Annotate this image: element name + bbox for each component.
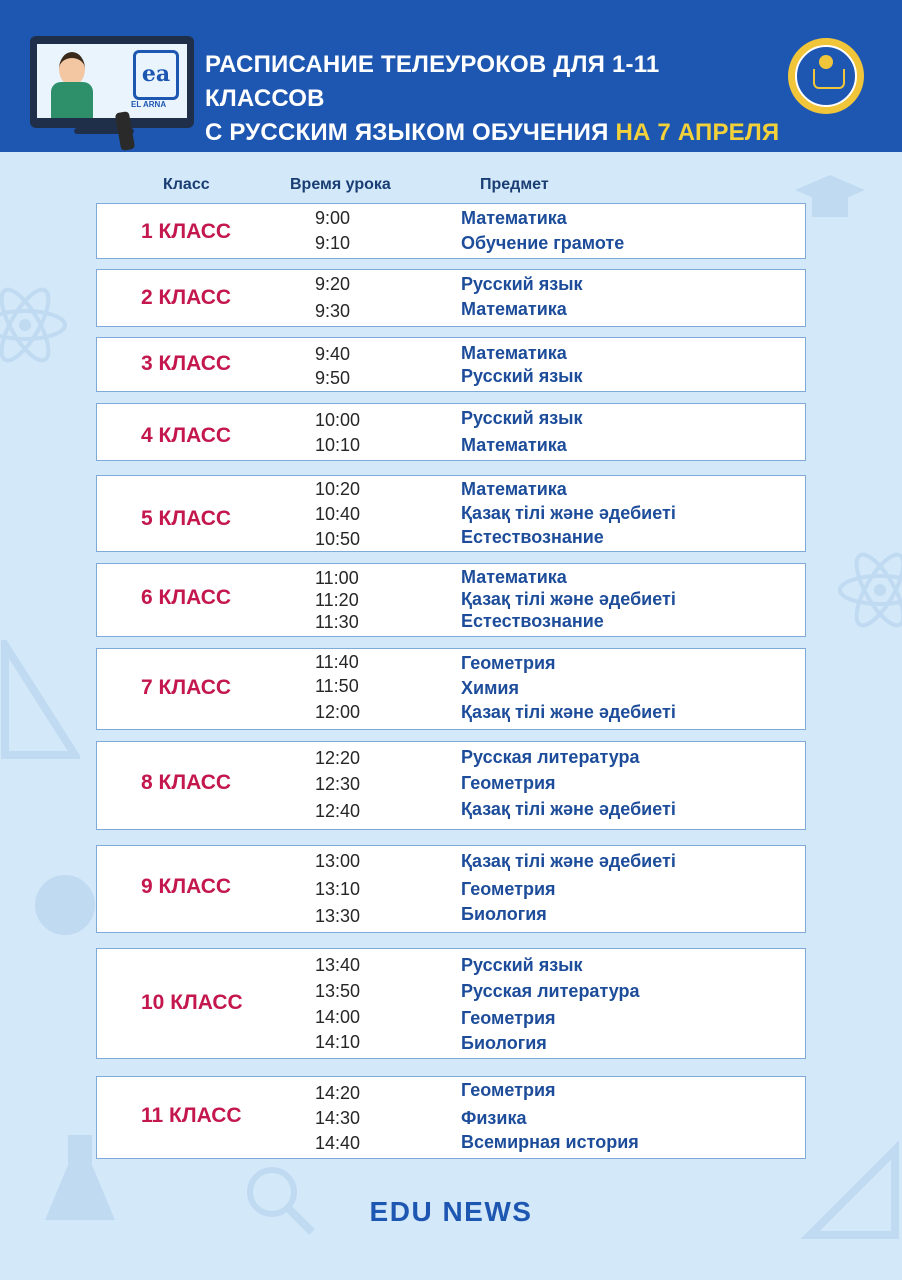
lesson-time: 14:10 xyxy=(315,1032,361,1052)
lesson-time: 14:00 xyxy=(315,1007,361,1027)
lesson-time: 11:40 xyxy=(315,652,359,672)
schedule-row xyxy=(96,1076,806,1159)
schedule-row xyxy=(96,269,806,327)
palette-icon xyxy=(30,870,100,940)
lesson-time: 10:50 xyxy=(315,529,361,549)
lesson-subject: Геометрия xyxy=(461,1080,556,1100)
lesson-time: 10:40 xyxy=(315,504,361,524)
page-title xyxy=(205,48,785,150)
lesson-time: 9:30 xyxy=(315,301,351,321)
lesson-time: 13:50 xyxy=(315,981,361,1001)
grade-label: 4 КЛАСС xyxy=(141,424,232,447)
lesson-subject: Математика xyxy=(461,208,567,228)
lesson-time: 13:00 xyxy=(315,851,361,871)
lesson-time: 9:00 xyxy=(315,208,351,228)
lesson-subject: Биология xyxy=(461,1033,547,1053)
lesson-time: 9:10 xyxy=(315,233,351,253)
grade-label: 3 КЛАСС xyxy=(141,352,232,375)
lesson-subject: Геометрия xyxy=(461,1008,556,1028)
schedule-row xyxy=(96,203,806,259)
schedule-row xyxy=(96,648,806,730)
el-arna-logo: ea xyxy=(133,50,179,100)
schedule-row xyxy=(96,337,806,392)
grade-label: 2 КЛАСС xyxy=(141,286,232,309)
emblem-sun xyxy=(819,55,833,69)
schedule-row xyxy=(96,741,806,830)
emblem-inner xyxy=(795,45,857,107)
lesson-time: 12:00 xyxy=(315,702,361,722)
lesson-time: 14:40 xyxy=(315,1133,361,1153)
lesson-subject: Русская литература xyxy=(461,747,640,767)
teacher-icon xyxy=(59,52,85,86)
lesson-subject: Естествознание xyxy=(461,527,604,547)
lesson-time: 11:50 xyxy=(315,676,359,696)
lesson-subject: Математика xyxy=(461,299,567,319)
lesson-subject: Химия xyxy=(461,678,519,698)
lesson-subject: Геометрия xyxy=(461,773,556,793)
lesson-subject: Математика xyxy=(461,567,567,587)
column-header-subject: Предмет xyxy=(480,176,549,193)
atom-icon xyxy=(0,280,70,370)
footer-brand: EDU NEWS xyxy=(369,1196,533,1227)
lesson-time: 13:30 xyxy=(315,906,361,926)
grade-label: 1 КЛАСС xyxy=(141,220,232,243)
lesson-time: 11:00 xyxy=(315,568,359,588)
lesson-subject: Русский язык xyxy=(461,274,583,294)
book-icon xyxy=(813,69,845,89)
lesson-time: 10:10 xyxy=(315,435,361,455)
title-line-1: РАСПИСАНИЕ ТЕЛЕУРОКОВ ДЛЯ 1-11 КЛАССОВ xyxy=(205,51,660,112)
lesson-subject: Русский язык xyxy=(461,408,583,428)
lesson-time: 13:40 xyxy=(315,955,361,975)
lesson-subject: Қазақ тілі және әдебиеті xyxy=(461,589,676,609)
lesson-time: 14:20 xyxy=(315,1083,361,1103)
lesson-time: 12:30 xyxy=(315,774,361,794)
grade-label: 11 КЛАСС xyxy=(141,1104,242,1127)
lesson-subject: Математика xyxy=(461,435,567,455)
grade-label: 10 КЛАСС xyxy=(141,991,243,1014)
column-header-time: Время урока xyxy=(290,176,391,193)
grade-label: 6 КЛАСС xyxy=(141,586,232,609)
lesson-subject: Всемирная история xyxy=(461,1132,639,1152)
lesson-time: 10:20 xyxy=(315,479,361,499)
tv-illustration xyxy=(30,36,194,128)
lesson-time: 9:20 xyxy=(315,274,351,294)
column-header-grade: Класс xyxy=(163,176,210,193)
lesson-subject: Биология xyxy=(461,904,547,924)
grade-label: 5 КЛАСС xyxy=(141,507,232,530)
lesson-subject: Русский язык xyxy=(461,955,583,975)
lesson-time: 11:20 xyxy=(315,590,359,610)
lesson-subject: Математика xyxy=(461,343,567,363)
lesson-subject: Физика xyxy=(461,1108,527,1128)
schedule-row xyxy=(96,403,806,461)
title-line-2-text: С РУССКИМ ЯЗЫКОМ ОБУЧЕНИЯ xyxy=(205,119,609,146)
lesson-subject: Русская литература xyxy=(461,981,640,1001)
lesson-subject: Қазақ тілі және әдебиеті xyxy=(461,799,676,819)
title-date: НА 7 АПРЕЛЯ xyxy=(615,119,780,146)
lesson-time: 12:40 xyxy=(315,801,361,821)
lesson-subject: Обучение грамоте xyxy=(461,233,625,253)
el-arna-label: EL ARNA xyxy=(131,100,167,109)
schedule-row xyxy=(96,948,806,1059)
ministry-emblem-icon xyxy=(788,38,864,114)
atom-icon xyxy=(835,545,902,635)
grade-label: 9 КЛАСС xyxy=(141,875,232,898)
tv-screen xyxy=(37,44,187,118)
header-banner xyxy=(0,0,902,152)
lesson-subject: Естествознание xyxy=(461,611,604,631)
lesson-subject: Қазақ тілі және әдебиеті xyxy=(461,851,676,871)
title-line-2 xyxy=(205,116,785,150)
lesson-subject: Математика xyxy=(461,479,567,499)
lesson-time: 12:20 xyxy=(315,748,361,768)
lesson-time: 10:00 xyxy=(315,410,361,430)
lesson-time: 14:30 xyxy=(315,1108,361,1128)
teacher-body xyxy=(51,82,93,118)
grade-label: 8 КЛАСС xyxy=(141,771,232,794)
schedule-row xyxy=(96,475,806,552)
schedule-row xyxy=(96,845,806,933)
lesson-subject: Қазақ тілі және әдебиеті xyxy=(461,702,676,722)
lesson-time: 13:10 xyxy=(315,879,361,899)
lesson-subject: Русский язык xyxy=(461,366,583,386)
lesson-subject: Геометрия xyxy=(461,879,556,899)
schedule-row xyxy=(96,563,806,637)
lesson-time: 9:50 xyxy=(315,368,351,388)
triangle-ruler-icon xyxy=(0,640,80,760)
lesson-time: 9:40 xyxy=(315,344,351,364)
lesson-time: 11:30 xyxy=(315,612,359,632)
grade-label: 7 КЛАСС xyxy=(141,676,232,699)
lesson-subject: Геометрия xyxy=(461,653,556,673)
lesson-subject: Қазақ тілі және әдебиеті xyxy=(461,503,676,523)
